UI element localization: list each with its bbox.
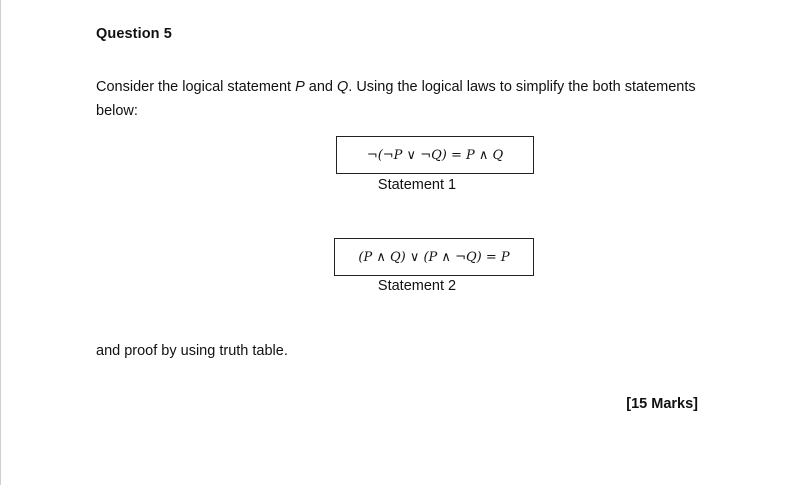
intro-text-start: Consider the logical statement [96, 79, 296, 95]
statement-2-expression: (P ∧ Q) ∨ (P ∧ ¬Q) = P [358, 249, 510, 265]
intro-text-and: and [304, 79, 337, 95]
marks-label: [15 Marks] [626, 396, 698, 412]
statement-1-expression: ¬(¬P ∨ ¬Q) = P ∧ Q [366, 147, 504, 163]
statement-2-equation-box [334, 238, 534, 276]
question-intro [96, 75, 708, 123]
variable-q: Q [337, 79, 349, 95]
question-heading: Question 5 [96, 26, 172, 42]
variable-p: P [295, 79, 305, 95]
statement-2-caption: Statement 2 [377, 278, 457, 294]
intro-text-end: . Using the logical laws to simplify the both statements below: [96, 79, 696, 119]
statement-1-equation-box [336, 136, 534, 174]
closing-instruction: and proof by using truth table. [96, 343, 288, 359]
statement-1-caption: Statement 1 [377, 177, 457, 193]
